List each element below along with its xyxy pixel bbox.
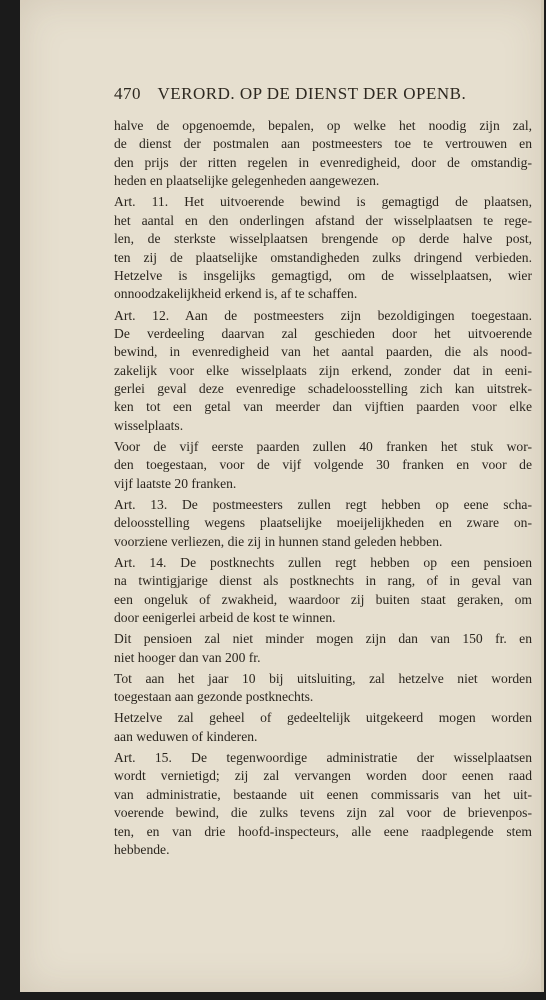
text-line: zakelijk voor elke wisselplaats zijn erkend, zonder dat in eeni-: [114, 362, 532, 378]
text-line: deloosstelling wegens plaatselijke moeijelijkheden en zware on-: [114, 515, 532, 531]
paragraph: [114, 554, 532, 628]
text-line: ken tot een getal van meerder dan vijftien paarden voor elke: [114, 399, 532, 415]
running-title: VERORD. OP DE DIENST DER OPENB.: [157, 84, 467, 103]
text-line: ten zij de plaatselijke omstandigheden zulks dringend verbieden.: [114, 249, 532, 265]
text-line: voorziene verliezen, die zij in hunnen stand geleden hebben.: [114, 533, 443, 549]
page-edge: [541, 0, 544, 992]
paragraph: [114, 193, 532, 303]
text-line: gerlei geval deze evenredige schadeloosstelling zich kan uitstrek-: [114, 381, 532, 397]
text-line: toegestaan aan gezonde postknechts.: [114, 689, 314, 705]
text-line: De verdeeling daarvan zal geschieden door het uitvoerende: [114, 325, 532, 341]
text-line: Art. 13. De postmeesters zullen regt hebben op eene scha-: [114, 497, 532, 512]
text-line: wisselplaats.: [114, 417, 184, 433]
text-line: hebbende.: [114, 842, 170, 858]
paragraph: [114, 709, 532, 746]
text-line: halve de opgenoemde, bepalen, op welke het noodig zijn zal,: [114, 118, 532, 133]
text-line: den prijs der ritten regelen in evenredigheid, door de omstandig-: [114, 154, 532, 170]
text-line: vijf laatste 20 franken.: [114, 475, 237, 491]
text-line: Hetzelve zal geheel of gedeeltelijk uitgekeerd mogen worden: [114, 710, 532, 726]
text-line: wordt vernietigd; zij zal vervangen worden door eenen raad: [114, 768, 532, 784]
text-line: Art. 14. De postknechts zullen regt hebben op een pensioen: [114, 554, 532, 570]
paragraph: [114, 749, 532, 859]
text-line: den toegestaan, voor de vijf volgende 30 franken en voor de: [114, 457, 532, 473]
text-line: Hetzelve is insgelijks gemagtigd, om de wisselplaatsen, wier: [114, 267, 532, 283]
text-line: Art. 15. De tegenwoordige administratie der wisselplaatsen: [114, 750, 532, 766]
text-line: het aantal en den onderlingen afstand der wisselplaatsen te rege-: [114, 212, 532, 228]
paragraph: [114, 438, 532, 493]
text-line: len, de sterkste wisselplaatsen brengende op derde halve post,: [114, 231, 532, 247]
book-page: [20, 0, 544, 992]
text-line: voerende bewind, die zulks tevens zijn zal voor de brievenpos-: [114, 805, 532, 821]
body-text: [114, 117, 532, 859]
page-number: 470: [114, 84, 141, 103]
text-line: onnoodzakelijkheid erkend is, af te schaffen.: [114, 286, 358, 302]
text-line: Art. 11. Het uitvoerende bewind is gemagtigd de plaatsen,: [114, 194, 532, 210]
text-line: Tot aan het jaar 10 bij uitsluiting, zal hetzelve niet worden: [114, 670, 532, 686]
text-line: een ongeluk of zwakheid, waardoor zij buiten staat geraken, om: [114, 591, 532, 607]
text-line: niet hooger dan van 200 fr.: [114, 649, 261, 665]
text-line: Art. 12. Aan de postmeesters zijn bezoldigingen toegestaan.: [114, 307, 532, 323]
text-line: van administratie, bestaande uit eenen commissaris van het uit-: [114, 786, 532, 802]
text-line: na twintigjarige dienst als postknechts in rang, of in geval van: [114, 573, 532, 589]
paragraph: [114, 307, 532, 436]
text-line: Voor de vijf eerste paarden zullen 40 franken het stuk wor-: [114, 439, 532, 455]
text-line: bewind, in evenredigheid van het aantal paarden, die als nood-: [114, 344, 532, 360]
text-line: aan weduwen of kinderen.: [114, 728, 258, 744]
text-line: heden en plaatselijke gelegenheden aangewezen.: [114, 173, 380, 189]
paragraph: [114, 630, 532, 667]
paragraph: [114, 117, 532, 191]
paragraph: [114, 496, 532, 551]
paragraph: [114, 670, 532, 707]
text-line: ten, en van drie hoofd-inspecteurs, alle eene raadplegende stem: [114, 823, 532, 839]
page-header: [114, 84, 514, 104]
text-line: door eenigerlei arbeid de kost te winnen.: [114, 610, 336, 626]
text-line: de dienst der postmalen aan postmeesters toe te vertrouwen en: [114, 136, 532, 152]
text-line: Dit pensioen zal niet minder mogen zijn dan van 150 fr. en: [114, 631, 532, 647]
